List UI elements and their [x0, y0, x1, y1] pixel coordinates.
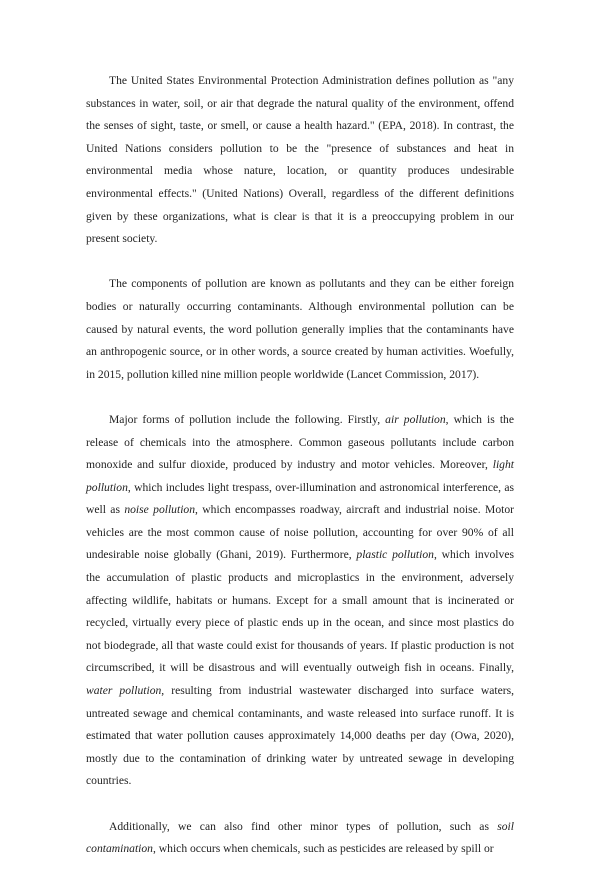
italic-term-noise-pollution: noise pollution — [124, 503, 196, 517]
italic-term-water-pollution: water pollution — [86, 684, 162, 698]
italic-term-light-pollution: light pollution — [86, 458, 514, 494]
paragraph-major-forms — [86, 409, 514, 793]
italic-term-air-pollution: air pollution — [385, 412, 446, 426]
italic-term-soil-contamination: soil contamination — [86, 819, 514, 856]
text-run: The United States Environmental Protection Administration defines pollution as "any substances in water, soil, or air that degrade the natural quality of the environment, offend the senses of sight, taste, or smell, or cause a health hazard." (EPA, 2018). In contrast, the United Nations considers pollution to be the "presence of substances and heat in environmental media whose nature, location, or quantity produces undesirable environmental effects." (United Nations) Overall, regardless of the different definitions given by these organizations, what is clear is that it is a preoccupying problem in our present society. — [86, 74, 514, 246]
text-run: , resulting from industrial wastewater discharged into surface waters, untreated sewage and chemical contaminants, and waste released into surface runoff. It is estimated that water pollution causes approximately 14,000 deaths per day (Owa, 2020), mostly due to the contamination of drinking water by untreated sewage in developing countries. — [86, 684, 514, 788]
text-run: Major forms of pollution include the following. Firstly, — [109, 412, 386, 426]
text-run: , which involves the accumulation of plastic products and microplastics in the environment, adversely affecting wildlife, habitats or humans. Except for a small amount that is incinerated or recycled, virtually every piece of plastic ends up in the ocean, and since most plastics do not biodegrade, all that waste could exist for thousands of years. If plastic production is not circumscribed, it will be disastrous and will eventually outweigh fish in oceans. Finally, — [86, 548, 514, 675]
text-run: The components of pollution are known as pollutants and they can be either foreign bodies or naturally occurring contaminants. Although environmental pollution can be caused by natural events, the word pollution generally implies that the contaminants have an anthropogenic source, or in other words, a source created by human activities. Woefully, in 2015, pollution killed nine million people worldwide (Lancet Commission, 2017). — [86, 277, 514, 381]
text-run: , which encompasses roadway, aircraft and industrial noise. Motor vehicles are the most common cause of noise pollution, accounting for over 90% of all undesirable noise globally (Ghani, 2019). Furthermore, — [86, 503, 515, 562]
text-run: Additionally, we can also find other minor types of pollution, such as — [109, 819, 498, 833]
text-run: , which occurs when chemicals, such as pesticides are released by spill or — [152, 842, 494, 856]
italic-term-plastic-pollution: plastic pollution — [356, 548, 434, 562]
paragraph-definitions — [86, 70, 514, 251]
paragraph-components — [86, 273, 514, 386]
paragraph-minor-types — [86, 816, 514, 861]
text-run: , which includes light trespass, over-illumination and astronomical interference, as well as — [86, 480, 514, 517]
document-body — [86, 70, 514, 883]
text-run: , which is the release of chemicals into the atmosphere. Common gaseous pollutants include carbon monoxide and sulfur dioxide, produced by industry and motor vehicles. Moreover, — [86, 412, 514, 472]
